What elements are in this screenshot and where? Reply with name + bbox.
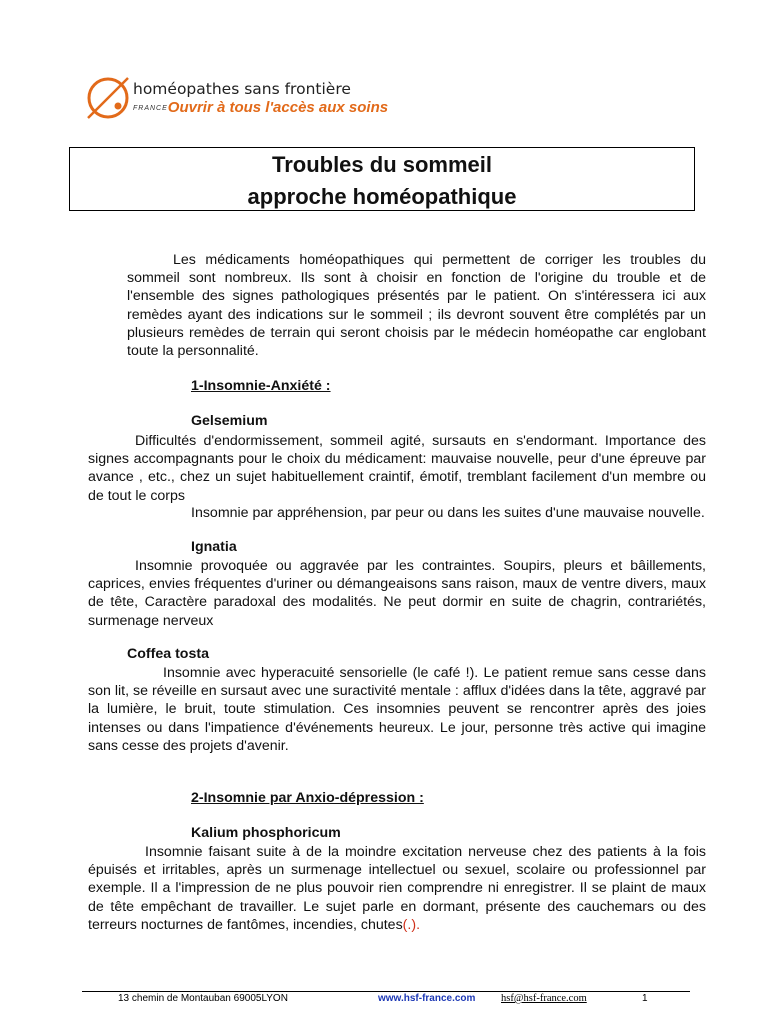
remedy-text-kalium-body: Insomnie faisant suite à de la moindre excitation nerveuse chez des patients à la fois épuisés et irritables, après un surmenage intellectuel ou sexuel, scolaire ou professionnel par exemple. Il a l'impression de ne plus pouvoir rien comprendre ni enregistrer. Il se plaint de maux de tête empêchant de travailler. Le sujet parle en dormant, présente des cauchemars ou des terreurs nocturnes de fantômes, incendies, chutes (88, 844, 706, 933)
page-subtitle: approche homéopathique (247, 184, 517, 209)
remedy-name-coffea: Coffea tosta (127, 646, 209, 662)
remedy-text-ignatia: Insomnie provoquée ou aggravée par les contraintes. Soupirs, pleurs et bâillements, caprices, envies fréquentes d'uriner ou démangeaisons sans raison, maux de ventre divers, maux de tête, Caractère paradoxal des modalités. Ne peut dormir en suite de chagrin, contrariétés, surmenage nerveux (88, 558, 706, 629)
remedy-text-kalium (88, 843, 706, 934)
page-title: Troubles du sommeil (271, 152, 493, 177)
page-number: 1 (642, 993, 648, 1004)
brand-tagline-row (133, 99, 388, 116)
remedy-name-ignatia: Ignatia (191, 539, 237, 555)
remedy-name-kalium: Kalium phosphoricum (191, 825, 341, 841)
remedy-extra-gelsemium: Insomnie par appréhension, par peur ou dans les suites d'une mauvaise nouvelle. (191, 505, 705, 521)
intro-paragraph: Les médicaments homéopathiques qui permettent de corriger les troubles du sommeil sont nombreux. Ils sont à choisir en fonction de l'origine du trouble et de l'ensemble des signes pathologiques présentés par le patient. On s'intéressera ici aux remèdes ayant des indications sur le sommeil ; ils devront souvent être complétés par un plusieurs remèdes de terrain qui seront choisis par le médecin homéopathe car englobant toute la personnalité. (127, 252, 706, 360)
title-box (69, 147, 695, 211)
footer-address: 13 chemin de Montauban 69005LYON (118, 993, 288, 1004)
remedy-text-gelsemium: Difficultés d'endormissement, sommeil agité, sursauts en s'endormant. Importance des signes accompagnants pour le choix du médicament: mauvaise nouvelle, peur d'une épreuve par avance , etc., chez un sujet habituellement craintif, émotif, tremblant facilement d'un membre ou de tout le corps (88, 433, 706, 504)
section-heading-anxio-depression: 2-Insomnie par Anxio-dépression : (191, 790, 424, 806)
footer-website-link[interactable]: www.hsf-france.com (378, 993, 476, 1004)
remedy-name-gelsemium: Gelsemium (191, 413, 268, 429)
brand-tagline: Ouvrir à tous l'accès aux soins (167, 99, 389, 116)
footer-divider (82, 991, 690, 992)
hsf-logo-icon (84, 72, 136, 124)
brand-country: FRANCE (133, 105, 168, 112)
brand-name: homéopathes sans frontière (133, 80, 351, 98)
ellipsis-mark: (.). (402, 916, 421, 933)
footer-email-link[interactable]: hsf@hsf-france.com (501, 993, 587, 1004)
section-heading-anxiety: 1-Insomnie-Anxiété : (191, 378, 331, 394)
remedy-text-coffea: Insomnie avec hyperacuité sensorielle (le café !). Le patient remue sans cesse dans son lit, se réveille en sursaut avec une suractivité mentale : afflux d'idées dans la tête, aggravé par la lumière, le bruit, toute stimulation. Ces insomnies peuvent se rencontrer après des joies intenses ou dans l'impatience d'événements heureux. Le jour, personne très active qui imagine sans cesse des projets d'avenir. (88, 665, 706, 754)
